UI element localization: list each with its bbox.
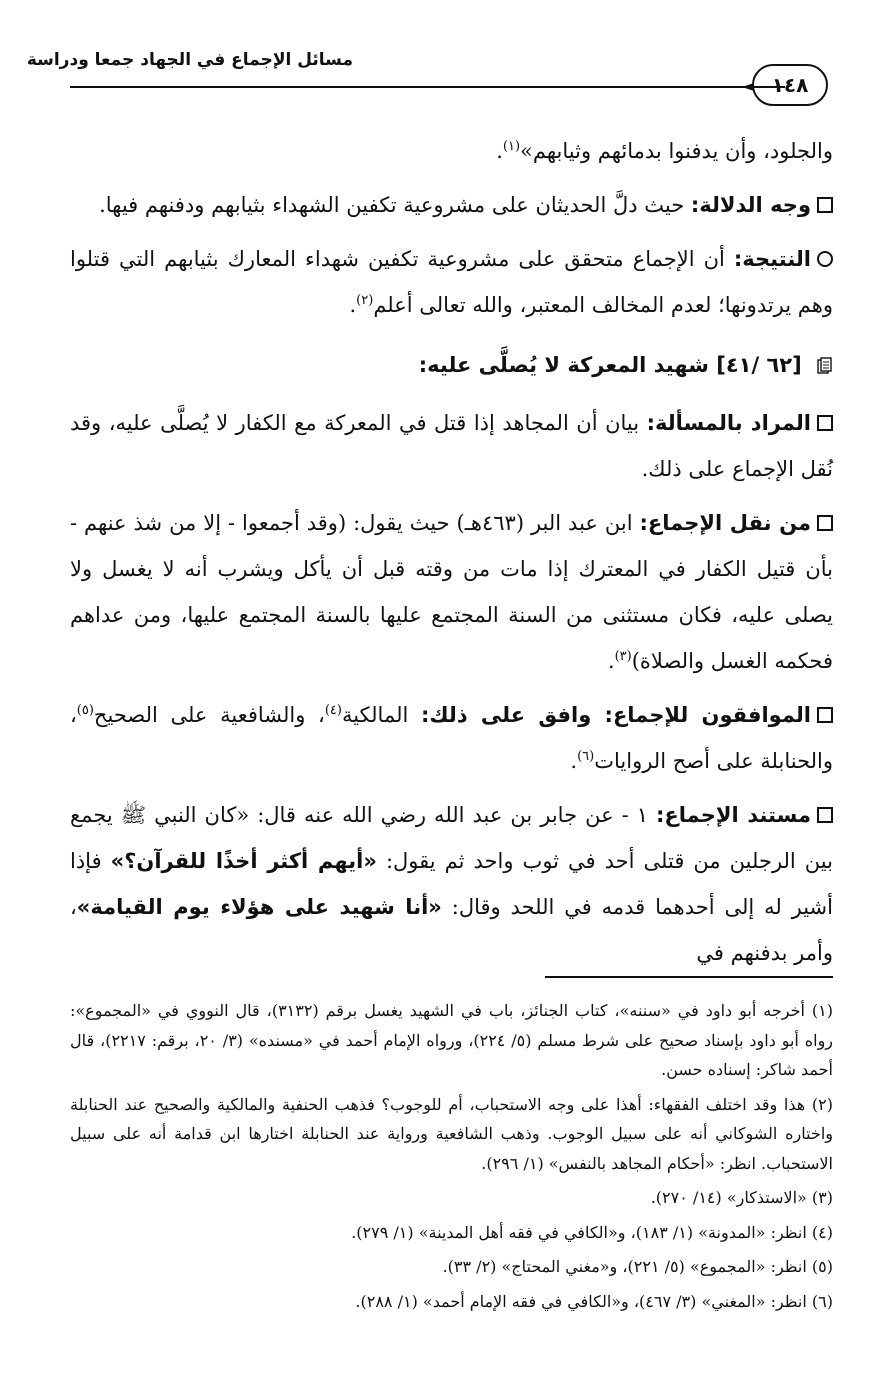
section-label: مستند الإجماع:: [656, 803, 811, 827]
footnote-ref: (٤): [324, 703, 342, 718]
square-bullet-icon: [817, 515, 833, 531]
section-label: النتيجة:: [733, 247, 811, 271]
footnote: (٣) «الاستذكار» (١٤/ ٢٧٠).: [650, 1188, 833, 1207]
paragraph-consensus-basis: مستند الإجماع: ١ - عن جابر بن عبد الله رضي الله عنه قال: «كان النبي ﷺ يجمع بين الرجلين من قتلى أحد في ثوب واحد ثم يقول: «أيهم أكثر أخذًا للقرآن؟» فإذا أشير له إلى أحدهما قدمه في اللحد وقال: «أنا شهيد على هؤلاء يوم القيامة»، وأمر بدفنهم في: [70, 803, 833, 965]
paragraph-conclusion: النتيجة: أن الإجماع متحقق على مشروعية تكفين شهداء المعارك بثيابهم التي قتلوا وهم يرتدونها؛ لعدم المخالف المعتبر، والله تعالى أعلم$^{(٢)}$.: [70, 247, 833, 317]
page-number: ١٤٨: [752, 64, 828, 106]
footnotes: [70, 996, 833, 1321]
hadith-quote: «أنا شهيد على هؤلاء يوم القيامة»: [76, 895, 442, 919]
running-header-title: مسائل الإجماع في الجهاد جمعا ودراسة: [26, 50, 353, 70]
footnote: (٦) انظر: «المغني» (٣/ ٤٦٧)، و«الكافي في فقه الإمام أحمد» (١/ ٢٨٨).: [355, 1291, 833, 1311]
section-label: من نقل الإجماع:: [639, 511, 811, 535]
paragraph-continuation: والجلود، وأن يدفنوا بدمائهم وثيابهم»$^{(١)}$.: [496, 139, 833, 163]
footnote-ref: (٣): [614, 649, 632, 664]
hadith-quote: «أيهم أكثر أخذًا للقرآن؟»: [110, 849, 377, 873]
circle-bullet-icon: [817, 251, 833, 267]
paragraph-consensus-transmitter: من نقل الإجماع: ابن عبد البر (٤٦٣هـ) حيث يقول: (وقد أجمعوا - إلا من شذ عنهم - بأن قتيل الكفار في المعترك إذا مات من وقته قبل أن يأكل ويشرب أنه لا يغسل ولا يصلى عليه، فكان مستثنى من السنة المجتمع عليها بالسنة المجتمع عليها، ومن عداهم فحكمه الغسل والصلاة)$^{(٣)}$.: [70, 511, 833, 673]
footnote-ref: (١): [502, 139, 521, 154]
footnote-ref: (٥): [76, 703, 94, 718]
square-bullet-icon: [817, 807, 833, 823]
paragraph-evidence-point: وجه الدلالة: حيث دلَّ الحديثان على مشروعية تكفين الشهداء بثيابهم ودفنهم فيها.: [70, 182, 833, 228]
issue-heading: [70, 342, 833, 388]
paragraph-concurring-schools: الموافقون للإجماع: وافق على ذلك: المالكية$^{(٤)}$، والشافعية على الصحيح$^{(٥)}$، والحنابلة على أصح الروايات$^{(٦)}$.: [70, 703, 833, 773]
paragraph-meaning: المراد بالمسألة: بيان أن المجاهد إذا قتل في المعركة مع الكفار لا يُصلَّى عليه، وقد نُقل الإجماع على ذلك.: [70, 411, 833, 481]
header-rule: [70, 86, 785, 88]
square-bullet-icon: [817, 707, 833, 723]
footnote: (٢) هذا وقد اختلف الفقهاء: أهذا على وجه الاستحباب، أم للوجوب؟ فذهب الحنفية والمالكية والصحيح عند الحنابلة واختاره الشوكاني أنه على سبيل الوجوب. وذهب الشافعية ورواية عند الحنابلة اختارها ابن قدامة أنه على سبيل الاستحباب. انظر: «أحكام المجاهد بالنفس» (١/ ٢٩٦).: [70, 1094, 833, 1173]
main-text: [70, 128, 833, 984]
section-label: المراد بالمسألة:: [646, 411, 811, 435]
section-label: وجه الدلالة:: [690, 193, 811, 217]
footnote: (٤) انظر: «المدونة» (١/ ١٨٣)، و«الكافي في فقه أهل المدينة» (١/ ٢٧٩).: [351, 1222, 833, 1242]
book-icon: [817, 357, 833, 375]
footnote: (٥) انظر: «المجموع» (٥/ ٢٢١)، و«مغني المحتاج» (٢/ ٣٣).: [442, 1257, 833, 1276]
issue-title: شهيد المعركة لا يُصلَّى عليه:: [418, 353, 709, 377]
square-bullet-icon: [817, 197, 833, 213]
footnote-separator: [545, 976, 833, 978]
footnote: (١) أخرجه أبو داود في «سننه»، كتاب الجنائز، باب في الشهيد يغسل برقم (٣١٣٢)، قال النووي في «المجموع»: رواه أبو داود بإسناد صحيح على شرط مسلم (٥/ ٢٢٤)، ورواه الإمام أحمد في «مسنده» (٣/ ٢٠، برقم: ٢٢١٧)، قال أحمد شاكر: إسناده حسن.: [70, 1001, 834, 1079]
footnote-ref: (٦): [577, 749, 595, 764]
section-label: الموافقون للإجماع: وافق على ذلك:: [420, 703, 811, 727]
square-bullet-icon: [817, 415, 833, 431]
issue-number: [٦٢ /٤١]: [716, 353, 802, 377]
footnote-ref: (٢): [356, 293, 374, 308]
